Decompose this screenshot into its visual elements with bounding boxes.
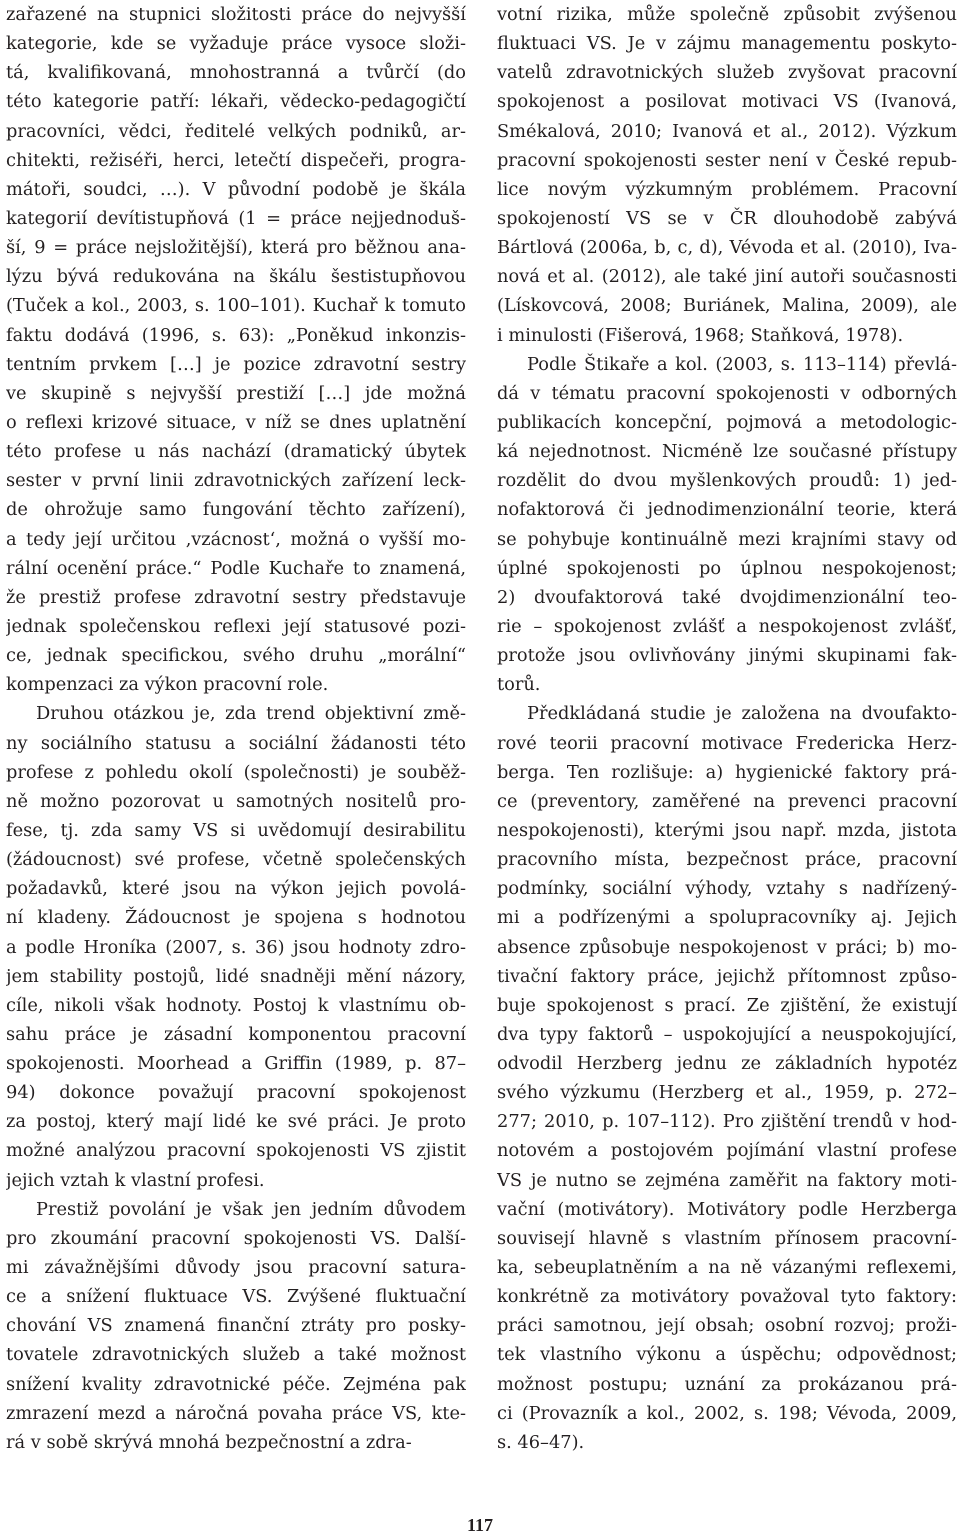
text-line: spokojenost a posilovat motivaci VS (Ivanová, (497, 91, 957, 113)
text-line: tovatele zdravotnických služeb a také možnost (6, 1344, 466, 1366)
text-line: této profese u nás nachází (dramatický úbytek (6, 441, 466, 463)
text-line: Smékalová, 2010; Ivanová et al., 2012). Výzkum (497, 120, 957, 142)
text-line: vatelů zdravotnických služeb zvyšovat pracovní (497, 62, 957, 84)
text-line: práci samotnou, její obsah; osobní rozvoj; proži- (497, 1315, 957, 1337)
text-line: s. 46–47). (497, 1431, 585, 1453)
text-line: požadavků, které jsou na výkon jejich povolá- (6, 878, 466, 900)
text-line: de ohrožuje samo fungování těchto zařízení), (6, 499, 466, 521)
text-line: kategorií devítistupňová (1 = práce nejjednoduš- (6, 207, 466, 229)
text-line: Bártlová (2006a, b, c, d), Vévoda et al. (2010), Iva- (497, 237, 957, 259)
text-line: ka, sebeuplatněním a na ně vázanými reflexemi, (497, 1257, 957, 1279)
text-line: ká nejednotnost. Nicméně lze současné přístupy (497, 441, 957, 463)
text-line: podmínky, sociální výhody, vztahy s nadřízený- (497, 878, 957, 900)
text-line: profese z pohledu okolí (společnosti) je souběž- (6, 761, 466, 783)
text-line: 2) dvoufaktorová také dvojdimenzionální teo- (497, 586, 957, 608)
text-line: snížení kvality zdravotnické péče. Zejména pak (6, 1373, 466, 1395)
text-line: absence způsobuje nespokojenost v práci; b) mo- (497, 936, 957, 958)
text-line: dva typy faktorů – uspokojující a neuspokojující, (497, 1023, 957, 1045)
text-line: spokojenosti. Moorhead a Griffin (1989, p. 87– (6, 1053, 466, 1075)
text-line: fluktuaci VS. Je v zájmu managementu poskyto- (497, 33, 957, 55)
text-line: ce (preventory, zaměřené na prevenci pracovní (497, 790, 957, 812)
text-line: lýzu bývá redukována na škálu šestistupňovou (6, 266, 466, 288)
text-line: chitekti, režiséři, herci, letečtí dispečeři, progra- (6, 149, 466, 171)
text-line: rá v sobě skrývá mnohá bezpečnostní a zdra- (6, 1431, 412, 1453)
text-line: tek vlastního výkonu a úspěchu; odpovědnost; (497, 1344, 957, 1366)
text-line: faktu dodává (1996, s. 63): „Poněkud inkonzis- (6, 324, 466, 346)
text-line: kategorie, kde se vyžaduje práce vysoce složi- (6, 33, 466, 55)
text-line: (Tuček a kol., 2003, s. 100–101). Kuchař k tomuto (6, 295, 466, 317)
text-line: 277; 2010, p. 107–112). Pro zjištění trendů v hod- (497, 1111, 957, 1133)
text-line: VS je nutno se zejména zaměřit na faktory moti- (497, 1169, 957, 1191)
text-line: ci (Provazník a kol., 2002, s. 198; Vévoda, 2009, (497, 1402, 957, 1424)
text-line: mi a podřízenými a spolupracovníky aj. Jejich (497, 907, 957, 929)
text-line: svého výzkumu (Herzberg et al., 1959, p. 272– (497, 1082, 957, 1104)
text-line: (žádoucnost) své profese, včetně společenských (6, 849, 466, 871)
text-line: ní kladeny. Žádoucnost je spojena s hodnotou (6, 907, 466, 929)
text-line: cíle, nikoli však hodnoty. Postoj k vlastnímu ob- (6, 994, 466, 1016)
text-line: rozdělit do dvou myšlenkových proudů: 1) jed- (497, 470, 957, 492)
text-line: sahu práce je zásadní komponentou pracovní (6, 1023, 466, 1045)
text-line: publikacích koncepční, pojmová a metodologic- (497, 411, 957, 433)
text-line: tivační faktory práce, jejichž přítomnost způso- (497, 965, 957, 987)
text-line: Podle Štikaře a kol. (2003, s. 113–114) převlá- (527, 353, 957, 375)
text-line: Předkládaná studie je založena na dvoufakto- (527, 703, 957, 725)
text-line: nofaktorová či jednodimenzionální teorie, která (497, 499, 957, 521)
left-column (6, 0, 466, 1457)
text-line: tá, kvalifikovaná, mnohostranná a tvůrčí (do (6, 62, 466, 84)
text-line: Prestiž povolání je však jen jedním důvodem (36, 1198, 466, 1220)
text-line: mi závažnějšími důvody jsou pracovní satura- (6, 1257, 466, 1279)
text-line: ce, jednak specifickou, svého druhu „morální“ (6, 645, 466, 667)
text-line: nespokojenosti), kterými jsou např. mzda, jistota (497, 819, 957, 841)
text-line: a podle Hroníka (2007, s. 36) jsou hodnoty zdro- (6, 936, 466, 958)
text-line: 94) dokonce považují pracovní spokojenost (6, 1082, 466, 1104)
text-line: pracovní spokojenosti sester není v České repub- (497, 149, 957, 171)
text-line: ny sociálního statusu a sociální žádanosti této (6, 732, 466, 754)
text-line: notovém a postojovém pojímání vlastní profese (497, 1140, 957, 1162)
text-line: ně možno pozorovat u samotných nositelů pro- (6, 790, 466, 812)
text-line: Druhou otázkou je, zda trend objektivní změ- (36, 703, 466, 725)
text-line: pracovníci, vědci, ředitelé velkých podniků, ar- (6, 120, 466, 142)
text-line: votní rizika, může společně způsobit zvýšenou (497, 4, 957, 25)
text-line: rie – spokojenost zvlášť a nespokojenost zvlášť, (497, 615, 957, 637)
text-line: ce a snížení fluktuace VS. Zvýšené fluktuační (6, 1286, 466, 1308)
text-line: chování VS znamená finanční ztráty pro posky- (6, 1315, 466, 1337)
text-line: berga. Ten rozlišuje: a) hygienické faktory prá- (497, 761, 957, 783)
text-line: vační (motivátory). Motivátory podle Herzberga (497, 1198, 957, 1220)
text-line: buje spokojenost s prací. Ze zjištění, že existují (497, 994, 957, 1016)
text-line: spokojeností VS se v ČR dlouhodobě zabývá (497, 207, 957, 229)
text-line: nová et al. (2012), ale také jiní autoři současnosti (497, 266, 957, 288)
text-line: kompenzaci za výkon pracovní role. (6, 674, 329, 696)
text-line: ší, 9 = práce nejsložitější), která pro běžnou ana- (6, 237, 466, 259)
text-line: odvodil Herzberg jednu ze základních hypotéz (497, 1053, 957, 1075)
text-line: (Lískovcová, 2008; Buriánek, Malina, 2009), ale (497, 295, 957, 317)
text-line: konkrétně za motivátory považoval tyto faktory: (497, 1286, 957, 1308)
text-line: zmrazení mezd a náročná povaha práce VS, kte- (6, 1402, 466, 1424)
text-line: rální ocenění práce.“ Podle Kuchaře to znamená, (6, 557, 466, 579)
text-line: lice novým výzkumným problémem. Pracovní (497, 178, 957, 200)
text-line: zařazené na stupnici složitosti práce do nejvyšší (6, 4, 466, 25)
text-line: i minulosti (Fišerová, 1968; Staňková, 1978). (497, 324, 904, 346)
text-line: úplné spokojenosti po úplnou nespokojenost; (497, 557, 957, 579)
right-column (497, 0, 957, 1457)
text-line: mátoři, soudci, …). V původní podobě je škála (6, 178, 466, 200)
text-line: souvisejí hlavně s vlastním přínosem pracovní- (497, 1227, 957, 1249)
text-line: tentním prvkem […] je pozice zdravotní sestry (6, 353, 466, 375)
text-line: pracovního místa, bezpečnost práce, pracovní (497, 849, 957, 871)
text-line: se pohybuje kontinuálně mezi krajními stavy od (497, 528, 957, 550)
text-line: o reflexi krizové situace, v níž se dnes uplatnění (6, 411, 466, 433)
text-line: jejich vztah k vlastní profesi. (6, 1169, 265, 1191)
text-line: a tedy její určitou ‚vzácnost‘, možná o vyšší mo- (6, 528, 466, 550)
page-number: 117 (466, 1515, 493, 1535)
text-line: ve skupině s nejvyšší prestiží […] jde možná (6, 382, 466, 404)
text-line: možné analýzou pracovní spokojenosti VS zjistit (6, 1140, 466, 1162)
text-line: sester v první linii zdravotnických zařízení leck- (6, 470, 466, 492)
text-line: jednak společenskou reflexi její statusové pozi- (6, 615, 466, 637)
text-line: fese, tj. zda samy VS si uvědomují desirabilitu (6, 819, 466, 841)
text-line: za postoj, který mají lidé ke své práci. Je proto (6, 1111, 466, 1133)
text-line: této kategorie patří: lékaři, vědecko-pedagogičtí (6, 91, 466, 113)
text-line: torů. (497, 674, 541, 696)
text-line: pro zkoumání pracovní spokojenosti VS. Další- (6, 1227, 466, 1249)
text-line: jem stability postojů, lidé snadněji mění názory, (6, 965, 466, 987)
text-line: že prestiž profese zdravotní sestry představuje (6, 586, 466, 608)
text-line: protože jsou ovlivňovány jinými skupinami fak- (497, 645, 957, 667)
text-line: možnost postupu; uznání za prokázanou prá- (497, 1373, 957, 1395)
text-line: rové teorii pracovní motivace Fredericka Herz- (497, 732, 957, 754)
text-line: dá v tématu pracovní spokojenosti v odborných (497, 382, 957, 404)
